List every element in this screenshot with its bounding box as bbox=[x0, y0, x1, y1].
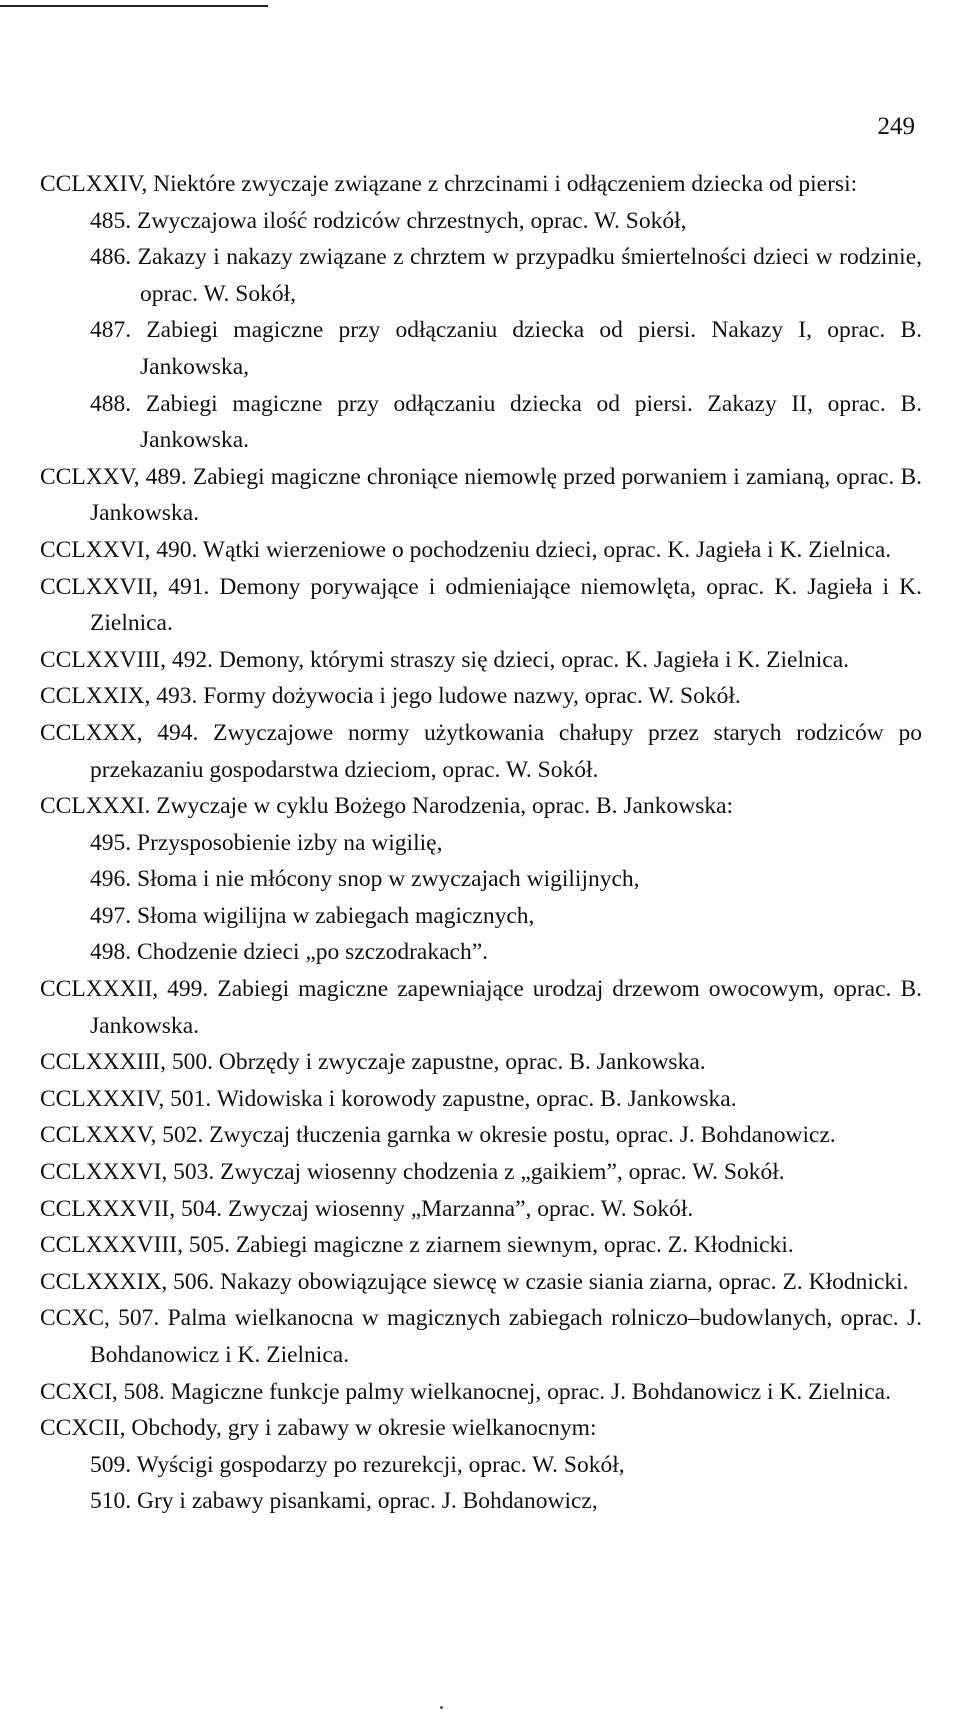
entry-ccxci: CCXCI, 508. Magiczne funkcje palmy wielkanocnej, oprac. J. Bohdanowicz i K. Zielnica. bbox=[40, 1378, 891, 1405]
scan-speck bbox=[440, 1706, 443, 1709]
entry-cclxxxiii: CCLXXXIII, 500. Obrzędy i zwyczaje zapustne, oprac. B. Jankowska. bbox=[40, 1049, 706, 1076]
entry-cclxxxvii: CCLXXXVII, 504. Zwyczaj wiosenny „Marzanna”, oprac. W. Sokół. bbox=[40, 1195, 694, 1222]
entry-cclxxxiv: CCLXXXIV, 501. Widowiska i korowody zapustne, oprac. B. Jankowska. bbox=[40, 1085, 737, 1112]
entry-497: 497. Słoma wigilijna w zabiegach magicznych, bbox=[90, 902, 535, 929]
entry-495: 495. Przysposobienie izby na wigilię, bbox=[90, 829, 443, 856]
entry-cclxxxviii: CCLXXXVIII, 505. Zabiegi magiczne z ziarnem siewnym, oprac. Z. Kłodnicki. bbox=[40, 1232, 794, 1259]
entry-ccxcii: CCXCII, Obchody, gry i zabawy w okresie wielkanocnym: bbox=[40, 1415, 597, 1442]
entry-cclxxv: CCLXXV, 489. Zabiegi magiczne chroniące niemowlę przed porwaniem i zamianą, oprac. B. Jankowska. bbox=[40, 463, 922, 527]
entry-488: 488. Zabiegi magiczne przy odłączaniu dziecka od piersi. Zakazy II, oprac. B. Jankowska. bbox=[90, 390, 922, 454]
entry-cclxxiv: CCLXXIV, Niektóre zwyczaje związane z chrzcinami i odłączeniem dziecka od piersi: bbox=[40, 171, 858, 197]
entry-485: 485. Zwyczajowa ilość rodziców chrzestnych, oprac. W. Sokół, bbox=[90, 207, 687, 234]
entry-cclxxxix: CCLXXXIX, 506. Nakazy obowiązujące siewcę w czasie siania ziarna, oprac. Z. Kłodnicki. bbox=[40, 1268, 909, 1295]
entry-cclxxvi: CCLXXVI, 490. Wątki wierzeniowe o pochodzeniu dzieci, oprac. K. Jagieła i K. Zielnica. bbox=[40, 536, 892, 563]
entry-cclxxxii: CCLXXXII, 499. Zabiegi magiczne zapewniające urodzaj drzewom owocowym, oprac. B. Jankowska. bbox=[40, 976, 922, 1039]
entry-cclxxvii: CCLXXVII, 491. Demony porywające i odmieniające niemowlęta, oprac. K. Jagieła i K. Zielnica. bbox=[40, 573, 922, 637]
page-number: 249 bbox=[877, 113, 915, 140]
entry-cclxxxi: CCLXXXI. Zwyczaje w cyklu Bożego Narodzenia, oprac. B. Jankowska: bbox=[40, 793, 734, 820]
entry-487: 487. Zabiegi magiczne przy odłączaniu dziecka od piersi. Nakazy I, oprac. B. Jankowska, bbox=[90, 317, 922, 380]
entry-486: 486. Zakazy i nakazy związane z chrztem w przypadku śmiertelności dzieci w rodzinie, oprac. W. Sokół, bbox=[90, 244, 922, 307]
top-rule bbox=[0, 5, 268, 7]
entry-cclxxxv: CCLXXXV, 502. Zwyczaj tłuczenia garnka w okresie postu, oprac. J. Bohdanowicz. bbox=[40, 1122, 836, 1149]
entry-cclxxviii: CCLXXVIII, 492. Demony, którymi straszy się dzieci, oprac. K. Jagieła i K. Zielnica. bbox=[40, 646, 850, 673]
entry-498: 498. Chodzenie dzieci „po szczodrakach”. bbox=[90, 939, 489, 966]
entry-509: 509. Wyścigi gospodarzy po rezurekcji, oprac. W. Sokół, bbox=[90, 1451, 625, 1478]
entry-cclxxx: CCLXXX, 494. Zwyczajowe normy użytkowania chałupy przez starych rodziców po przekazaniu gospodarstwa dzieciom, oprac. W. Sokół. bbox=[40, 719, 922, 783]
entry-496: 496. Słoma i nie młócony snop w zwyczajach wigilijnych, bbox=[90, 866, 640, 893]
entry-510: 510. Gry i zabawy pisankami, oprac. J. Bohdanowicz, bbox=[90, 1488, 598, 1515]
entry-cclxxxvi: CCLXXXVI, 503. Zwyczaj wiosenny chodzenia z „gaikiem”, oprac. W. Sokół. bbox=[40, 1159, 785, 1186]
contents-list bbox=[40, 166, 922, 1520]
entry-cclxxix: CCLXXIX, 493. Formy dożywocia i jego ludowe nazwy, oprac. W. Sokół. bbox=[40, 683, 741, 710]
entry-ccxc: CCXC, 507. Palma wielkanocna w magicznych zabiegach rolniczo–budowlanych, oprac. J. Bohdanowicz i K. Zielnica. bbox=[40, 1305, 922, 1368]
